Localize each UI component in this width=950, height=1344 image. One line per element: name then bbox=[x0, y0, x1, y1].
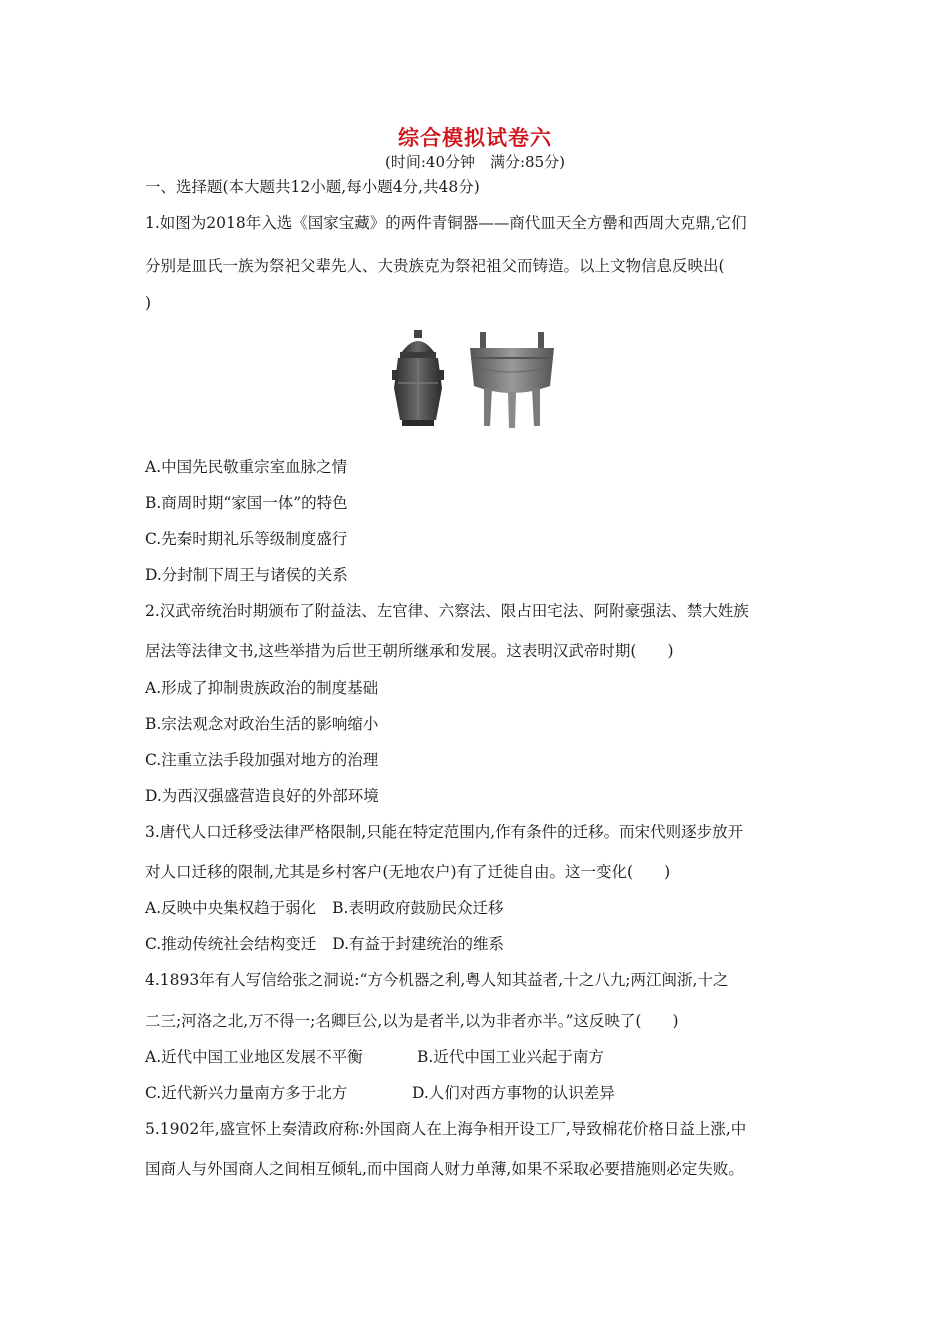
q1-option-d: D.分封制下周王与诸侯的关系 bbox=[145, 566, 348, 584]
q5-stem-line-2: 国商人与外国商人之间相互倾轧,而中国商人财力单薄,如果不采取必要措施则必定失败。 bbox=[145, 1160, 744, 1178]
q2-stem-line-1: 2.汉武帝统治时期颁布了附益法、左官律、六察法、限占田宅法、阿附豪强法、禁大姓族 bbox=[145, 602, 749, 620]
q1-option-b: B.商周时期“家国一体”的特色 bbox=[145, 494, 348, 512]
q3-stem-line-2: 对人口迁移的限制,尤其是乡村客户(无地农户)有了迁徙自由。这一变化( ) bbox=[145, 863, 671, 881]
q1-stem-line-2: 分别是皿氏一族为祭祀父辈先人、大贵族克为祭祀祖父而铸造。以上文物信息反映出( bbox=[145, 257, 725, 275]
q2-option-a: A.形成了抑制贵族政治的制度基础 bbox=[145, 679, 379, 697]
q4-stem-line-1: 4.1893年有人写信给张之洞说:“方今机器之利,粤人知其益者,十之八九;两江闽浙,十之 bbox=[145, 971, 729, 989]
q4-stem-line-2: 二三;河洛之北,万不得一;名卿巨公,以为是者半,以为非者亦半。”这反映了( ) bbox=[145, 1012, 679, 1030]
q1-option-a: A.中国先民敬重宗室血脉之情 bbox=[145, 458, 348, 476]
q4-option-d: D.人们对西方事物的认识差异 bbox=[412, 1084, 615, 1102]
q3-option-c: C.推动传统社会结构变迁 bbox=[145, 935, 317, 953]
q1-stem-line-1: 1.如图为2018年入选《国家宝藏》的两件青铜器——商代皿天全方罍和西周大克鼎,它们 bbox=[145, 214, 747, 232]
q2-stem-line-2: 居法等法律文书,这些举措为后世王朝所继承和发展。这表明汉武帝时期( ) bbox=[145, 642, 674, 660]
section-heading: 一、选择题(本大题共12小题,每小题4分,共48分) bbox=[145, 178, 480, 196]
q2-option-d: D.为西汉强盛营造良好的外部环境 bbox=[145, 787, 379, 805]
q3-option-b: B.表明政府鼓励民众迁移 bbox=[332, 899, 504, 917]
q5-stem-line-1: 5.1902年,盛宣怀上奏清政府称:外国商人在上海争相开设工厂,导致棉花价格日益上涨,中 bbox=[145, 1120, 747, 1138]
q4-option-a: A.近代中国工业地区发展不平衡 bbox=[145, 1048, 363, 1066]
q3-options-row-1 bbox=[145, 898, 815, 918]
q3-option-d: D.有益于封建统治的维系 bbox=[332, 935, 505, 953]
q4-option-c: C.近代新兴力量南方多于北方 bbox=[145, 1084, 348, 1102]
q3-stem-line-1: 3.唐代人口迁移受法律严格限制,只能在特定范围内,作有条件的迁移。而宋代则逐步放开 bbox=[145, 823, 744, 841]
q1-stem-line-3: ) bbox=[145, 294, 152, 312]
fang-lei-icon bbox=[392, 330, 444, 426]
q4-options-row-1 bbox=[145, 1047, 815, 1067]
exam-title: 综合模拟试卷六 bbox=[398, 125, 552, 150]
bronze-artifacts-figure bbox=[392, 328, 560, 430]
q1-option-c: C.先秦时期礼乐等级制度盛行 bbox=[145, 530, 348, 548]
q2-option-c: C.注重立法手段加强对地方的治理 bbox=[145, 751, 379, 769]
q4-options-row-2 bbox=[145, 1083, 815, 1103]
q3-options-row-2 bbox=[145, 934, 815, 954]
q2-option-b: B.宗法观念对政治生活的影响缩小 bbox=[145, 715, 379, 733]
q4-option-b: B.近代中国工业兴起于南方 bbox=[417, 1048, 604, 1066]
exam-subtitle: (时间:40分钟 满分:85分) bbox=[385, 153, 565, 171]
q3-option-a: A.反映中央集权趋于弱化 bbox=[145, 899, 317, 917]
da-ke-ding-icon bbox=[470, 332, 554, 428]
